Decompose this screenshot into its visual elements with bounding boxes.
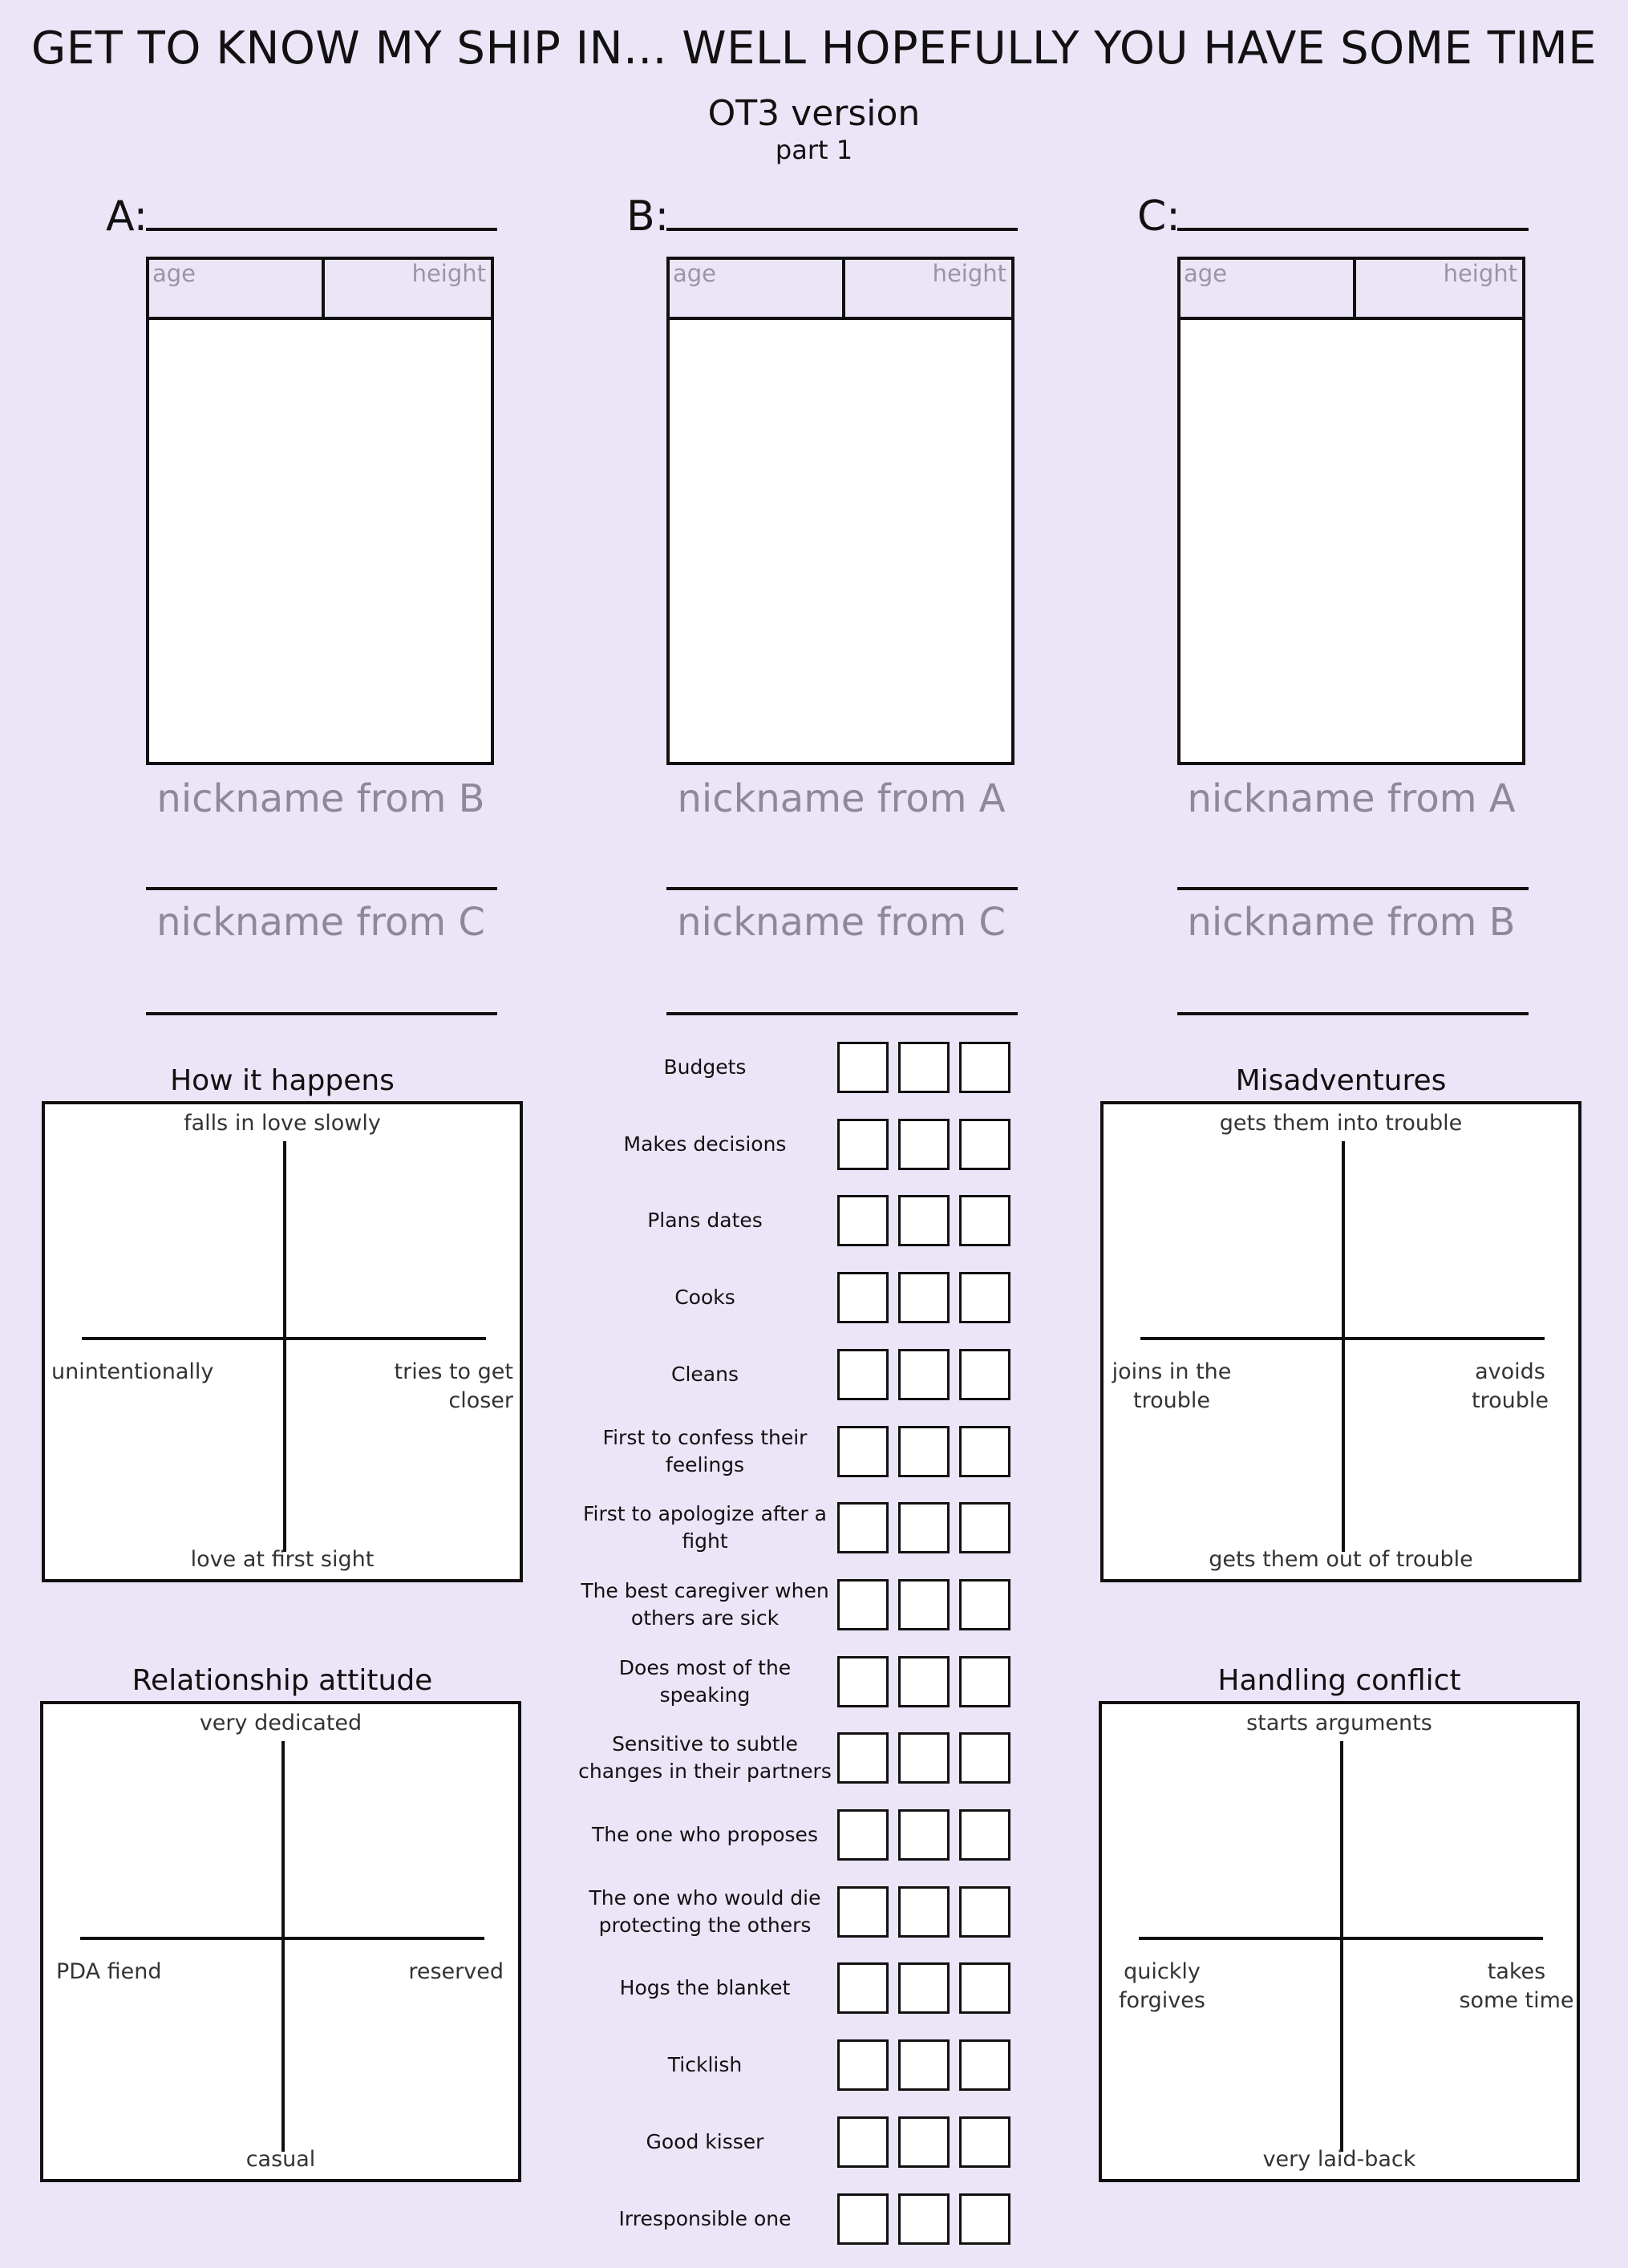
question-checkbox-c[interactable] bbox=[959, 1579, 1010, 1630]
question-checkbox-b[interactable] bbox=[898, 1042, 950, 1093]
character-a-nickname-1-field[interactable] bbox=[146, 887, 497, 890]
character-c-stats-row bbox=[1181, 260, 1522, 320]
question-checkbox-b[interactable] bbox=[898, 1119, 950, 1170]
question-row bbox=[577, 2114, 1010, 2170]
question-checkbox-c[interactable] bbox=[959, 1886, 1010, 1938]
question-label: The best caregiver when others are sick bbox=[581, 1579, 829, 1630]
chart-bottom-label: casual bbox=[245, 2147, 316, 2172]
question-label: Plans dates bbox=[647, 1209, 763, 1232]
stats-divider bbox=[842, 260, 845, 317]
question-checkbox-a[interactable] bbox=[837, 1502, 889, 1553]
chart-bottom-label: gets them out of trouble bbox=[1209, 1547, 1473, 1572]
question-row bbox=[577, 1424, 1010, 1480]
question-row bbox=[577, 1116, 1010, 1172]
question-label: First to apologize after a fight bbox=[582, 1502, 827, 1553]
question-checkbox-b[interactable] bbox=[898, 2193, 950, 2245]
question-checkbox-a[interactable] bbox=[837, 2039, 889, 2091]
question-row bbox=[577, 1577, 1010, 1633]
chart-left-label: quickly forgives bbox=[1119, 1959, 1205, 2013]
question-label: Sensitive to subtle changes in their partners bbox=[578, 1732, 832, 1783]
character-b-height-field[interactable]: height bbox=[932, 260, 1006, 287]
character-a-label: A: bbox=[106, 192, 148, 241]
chart-right-label: tries to get closer bbox=[394, 1359, 513, 1413]
how-it-happens-title: How it happens bbox=[170, 1064, 395, 1097]
question-checkbox-c[interactable] bbox=[959, 2116, 1010, 2168]
chart-right-label: reserved bbox=[408, 1959, 504, 1984]
question-checkbox-b[interactable] bbox=[898, 2039, 950, 2091]
character-a-name-field[interactable] bbox=[146, 228, 497, 231]
question-checkbox-c[interactable] bbox=[959, 1042, 1010, 1093]
chart-horizontal-axis bbox=[82, 1337, 486, 1340]
chart-horizontal-axis bbox=[1139, 1937, 1543, 1940]
chart-top-label: starts arguments bbox=[1246, 1711, 1432, 1735]
chart-top-label: falls in love slowly bbox=[184, 1111, 381, 1136]
character-a-age-field[interactable]: age bbox=[152, 260, 196, 287]
question-checkbox-c[interactable] bbox=[959, 1502, 1010, 1553]
chart-vertical-axis bbox=[1340, 1741, 1343, 2152]
chart-left-label: PDA fiend bbox=[56, 1959, 162, 1984]
chart-right-label: avoids trouble bbox=[1472, 1359, 1549, 1413]
character-c-nickname-2-field[interactable] bbox=[1177, 1012, 1529, 1015]
misadventures-title: Misadventures bbox=[1235, 1064, 1447, 1097]
character-a-nickname-1-label: nickname from B bbox=[156, 776, 485, 821]
character-b-stats-row bbox=[670, 260, 1011, 320]
chart-bottom-label: love at first sight bbox=[190, 1547, 375, 1572]
handling-conflict-chart[interactable] bbox=[1099, 1701, 1580, 2182]
question-checkbox-b[interactable] bbox=[898, 2116, 950, 2168]
character-b-nickname-1-field[interactable] bbox=[666, 887, 1018, 890]
chart-vertical-axis bbox=[281, 1741, 285, 2152]
character-c-nickname-2-label: nickname from B bbox=[1187, 900, 1516, 945]
question-checkbox-a[interactable] bbox=[837, 1272, 889, 1323]
question-row bbox=[577, 2037, 1010, 2093]
chart-top-label: gets them into trouble bbox=[1219, 1111, 1463, 1136]
character-a-nickname-2-field[interactable] bbox=[146, 1012, 497, 1015]
character-a-stats-row bbox=[149, 260, 491, 320]
stats-divider bbox=[322, 260, 325, 317]
character-a-portrait[interactable] bbox=[146, 257, 494, 765]
character-c-nickname-1-field[interactable] bbox=[1177, 887, 1529, 890]
character-c-portrait[interactable] bbox=[1177, 257, 1525, 765]
question-row bbox=[577, 1270, 1010, 1326]
question-checkbox-b[interactable] bbox=[898, 1962, 950, 2014]
chart-bottom-label: very laid-back bbox=[1262, 2147, 1416, 2172]
question-checkbox-b[interactable] bbox=[898, 1502, 950, 1553]
relationship-attitude-title: Relationship attitude bbox=[132, 1664, 433, 1697]
question-checkbox-a[interactable] bbox=[837, 2116, 889, 2168]
chart-vertical-axis bbox=[1342, 1141, 1345, 1552]
chart-horizontal-axis bbox=[80, 1937, 484, 1940]
character-c-height-field[interactable]: height bbox=[1443, 260, 1517, 287]
question-checkbox-a[interactable] bbox=[837, 1119, 889, 1170]
character-b-age-field[interactable]: age bbox=[673, 260, 717, 287]
question-checkbox-a[interactable] bbox=[837, 1809, 889, 1861]
question-checkbox-a[interactable] bbox=[837, 1962, 889, 2014]
character-b-portrait[interactable] bbox=[666, 257, 1014, 765]
question-label: Makes decisions bbox=[623, 1132, 787, 1156]
question-checkbox-c[interactable] bbox=[959, 1809, 1010, 1861]
question-checkbox-c[interactable] bbox=[959, 1272, 1010, 1323]
character-c-name-field[interactable] bbox=[1177, 228, 1529, 231]
question-label: Ticklish bbox=[667, 2053, 743, 2076]
question-row bbox=[577, 1654, 1010, 1710]
relationship-attitude-chart[interactable] bbox=[40, 1701, 521, 2182]
question-checkbox-b[interactable] bbox=[898, 1732, 950, 1784]
page-part: part 1 bbox=[775, 135, 853, 165]
question-checkbox-c[interactable] bbox=[959, 1426, 1010, 1477]
question-label: Does most of the speaking bbox=[618, 1656, 792, 1707]
chart-right-label: takes some time bbox=[1459, 1959, 1574, 2013]
character-b-nickname-2-label: nickname from C bbox=[677, 900, 1006, 945]
chart-horizontal-axis bbox=[1140, 1337, 1545, 1340]
question-checkbox-b[interactable] bbox=[898, 1426, 950, 1477]
question-label: The one who would die protecting the others bbox=[589, 1886, 821, 1937]
question-checkbox-a[interactable] bbox=[837, 1886, 889, 1938]
question-label: Hogs the blanket bbox=[619, 1976, 791, 1999]
question-label: Good kisser bbox=[646, 2130, 764, 2153]
character-a-height-field[interactable]: height bbox=[411, 260, 486, 287]
question-checkbox-b[interactable] bbox=[898, 1349, 950, 1400]
stats-divider bbox=[1353, 260, 1356, 317]
character-b-nickname-2-field[interactable] bbox=[666, 1012, 1018, 1015]
handling-conflict-title: Handling conflict bbox=[1217, 1664, 1461, 1697]
page-subtitle: OT3 version bbox=[707, 93, 921, 134]
chart-vertical-axis bbox=[283, 1141, 286, 1552]
question-checkbox-c[interactable] bbox=[959, 1195, 1010, 1246]
question-label: Cooks bbox=[674, 1286, 735, 1309]
character-a-nickname-2-label: nickname from C bbox=[156, 900, 485, 945]
character-b-name-field[interactable] bbox=[666, 228, 1018, 231]
question-checkbox-c[interactable] bbox=[959, 2039, 1010, 2091]
question-checkbox-c[interactable] bbox=[959, 1656, 1010, 1707]
question-row bbox=[577, 1807, 1010, 1863]
question-checkbox-b[interactable] bbox=[898, 1272, 950, 1323]
question-label: First to confess their feelings bbox=[602, 1426, 808, 1476]
chart-left-label: joins in the trouble bbox=[1112, 1359, 1232, 1413]
chart-left-label: unintentionally bbox=[51, 1359, 214, 1384]
question-checkbox-a[interactable] bbox=[837, 1732, 889, 1784]
page-title: GET TO KNOW MY SHIP IN... WELL HOPEFULLY YOU HAVE SOME TIME bbox=[30, 22, 1598, 75]
question-row bbox=[577, 1193, 1010, 1249]
question-checkbox-b[interactable] bbox=[898, 1809, 950, 1861]
character-c-age-field[interactable]: age bbox=[1184, 260, 1228, 287]
how-it-happens-chart[interactable] bbox=[42, 1101, 523, 1582]
question-checkbox-a[interactable] bbox=[837, 2193, 889, 2245]
question-label: Irresponsible one bbox=[618, 2207, 792, 2230]
character-c-label: C: bbox=[1137, 192, 1181, 241]
question-checkbox-a[interactable] bbox=[837, 1656, 889, 1707]
question-label: The one who proposes bbox=[592, 1823, 818, 1846]
character-b-label: B: bbox=[626, 192, 670, 241]
question-checkbox-b[interactable] bbox=[898, 1579, 950, 1630]
misadventures-chart[interactable] bbox=[1100, 1101, 1581, 1582]
question-checkbox-c[interactable] bbox=[959, 1119, 1010, 1170]
question-row bbox=[577, 1960, 1010, 2016]
question-label: Budgets bbox=[663, 1055, 747, 1079]
question-checkbox-c[interactable] bbox=[959, 1732, 1010, 1784]
question-row bbox=[577, 1500, 1010, 1556]
question-checkbox-c[interactable] bbox=[959, 1962, 1010, 2014]
question-label: Cleans bbox=[671, 1363, 739, 1386]
question-checkbox-a[interactable] bbox=[837, 1426, 889, 1477]
question-checkbox-c[interactable] bbox=[959, 2193, 1010, 2245]
chart-top-label: very dedicated bbox=[199, 1711, 362, 1735]
question-checkbox-b[interactable] bbox=[898, 1886, 950, 1938]
question-checkbox-a[interactable] bbox=[837, 1349, 889, 1400]
question-checkbox-c[interactable] bbox=[959, 1349, 1010, 1400]
question-checkbox-b[interactable] bbox=[898, 1656, 950, 1707]
question-row bbox=[577, 1730, 1010, 1786]
question-checkbox-a[interactable] bbox=[837, 1195, 889, 1246]
question-row bbox=[577, 2191, 1010, 2247]
question-row bbox=[577, 1884, 1010, 1940]
question-checkbox-a[interactable] bbox=[837, 1579, 889, 1630]
question-checkbox-a[interactable] bbox=[837, 1042, 889, 1093]
character-b-nickname-1-label: nickname from A bbox=[677, 776, 1006, 821]
question-checkbox-b[interactable] bbox=[898, 1195, 950, 1246]
question-row bbox=[577, 1039, 1010, 1096]
character-c-nickname-1-label: nickname from A bbox=[1187, 776, 1516, 821]
question-row bbox=[577, 1347, 1010, 1403]
